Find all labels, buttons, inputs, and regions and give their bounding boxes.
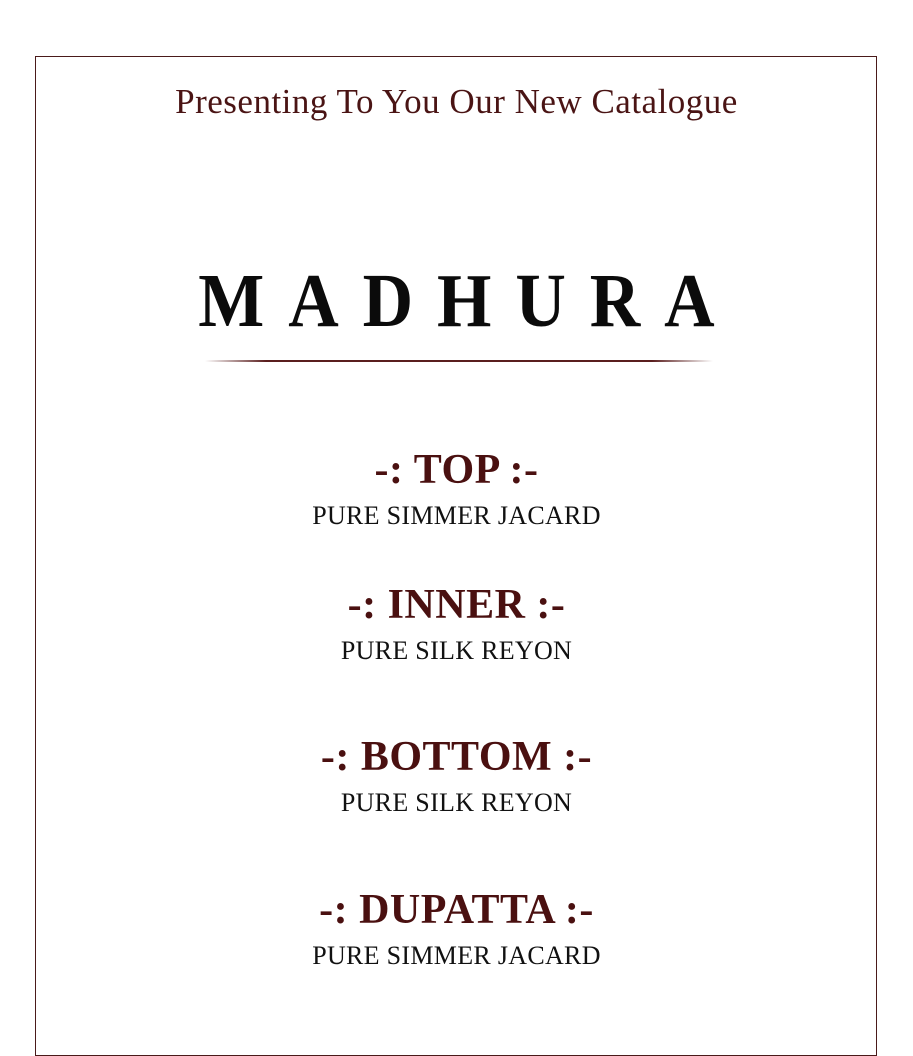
brand-title: MADHURA (198, 259, 739, 343)
section-title: -: BOTTOM :- (320, 734, 593, 780)
section-value: PURE SILK REYON (340, 788, 573, 817)
section-top (0, 446, 913, 532)
divider (205, 360, 713, 362)
section-value: PURE SIMMER JACARD (312, 941, 601, 970)
section-value: PURE SIMMER JACARD (312, 501, 601, 530)
section-value: PURE SILK REYON (340, 636, 573, 665)
section-dupatta (0, 886, 913, 972)
section-bottom (0, 733, 913, 819)
section-title: -: DUPATTA :- (319, 887, 594, 933)
section-title: -: TOP :- (374, 447, 539, 493)
section-inner (0, 581, 913, 667)
section-title: -: INNER :- (347, 582, 566, 628)
intro-text: Presenting To You Our New Catalogue (175, 82, 738, 121)
